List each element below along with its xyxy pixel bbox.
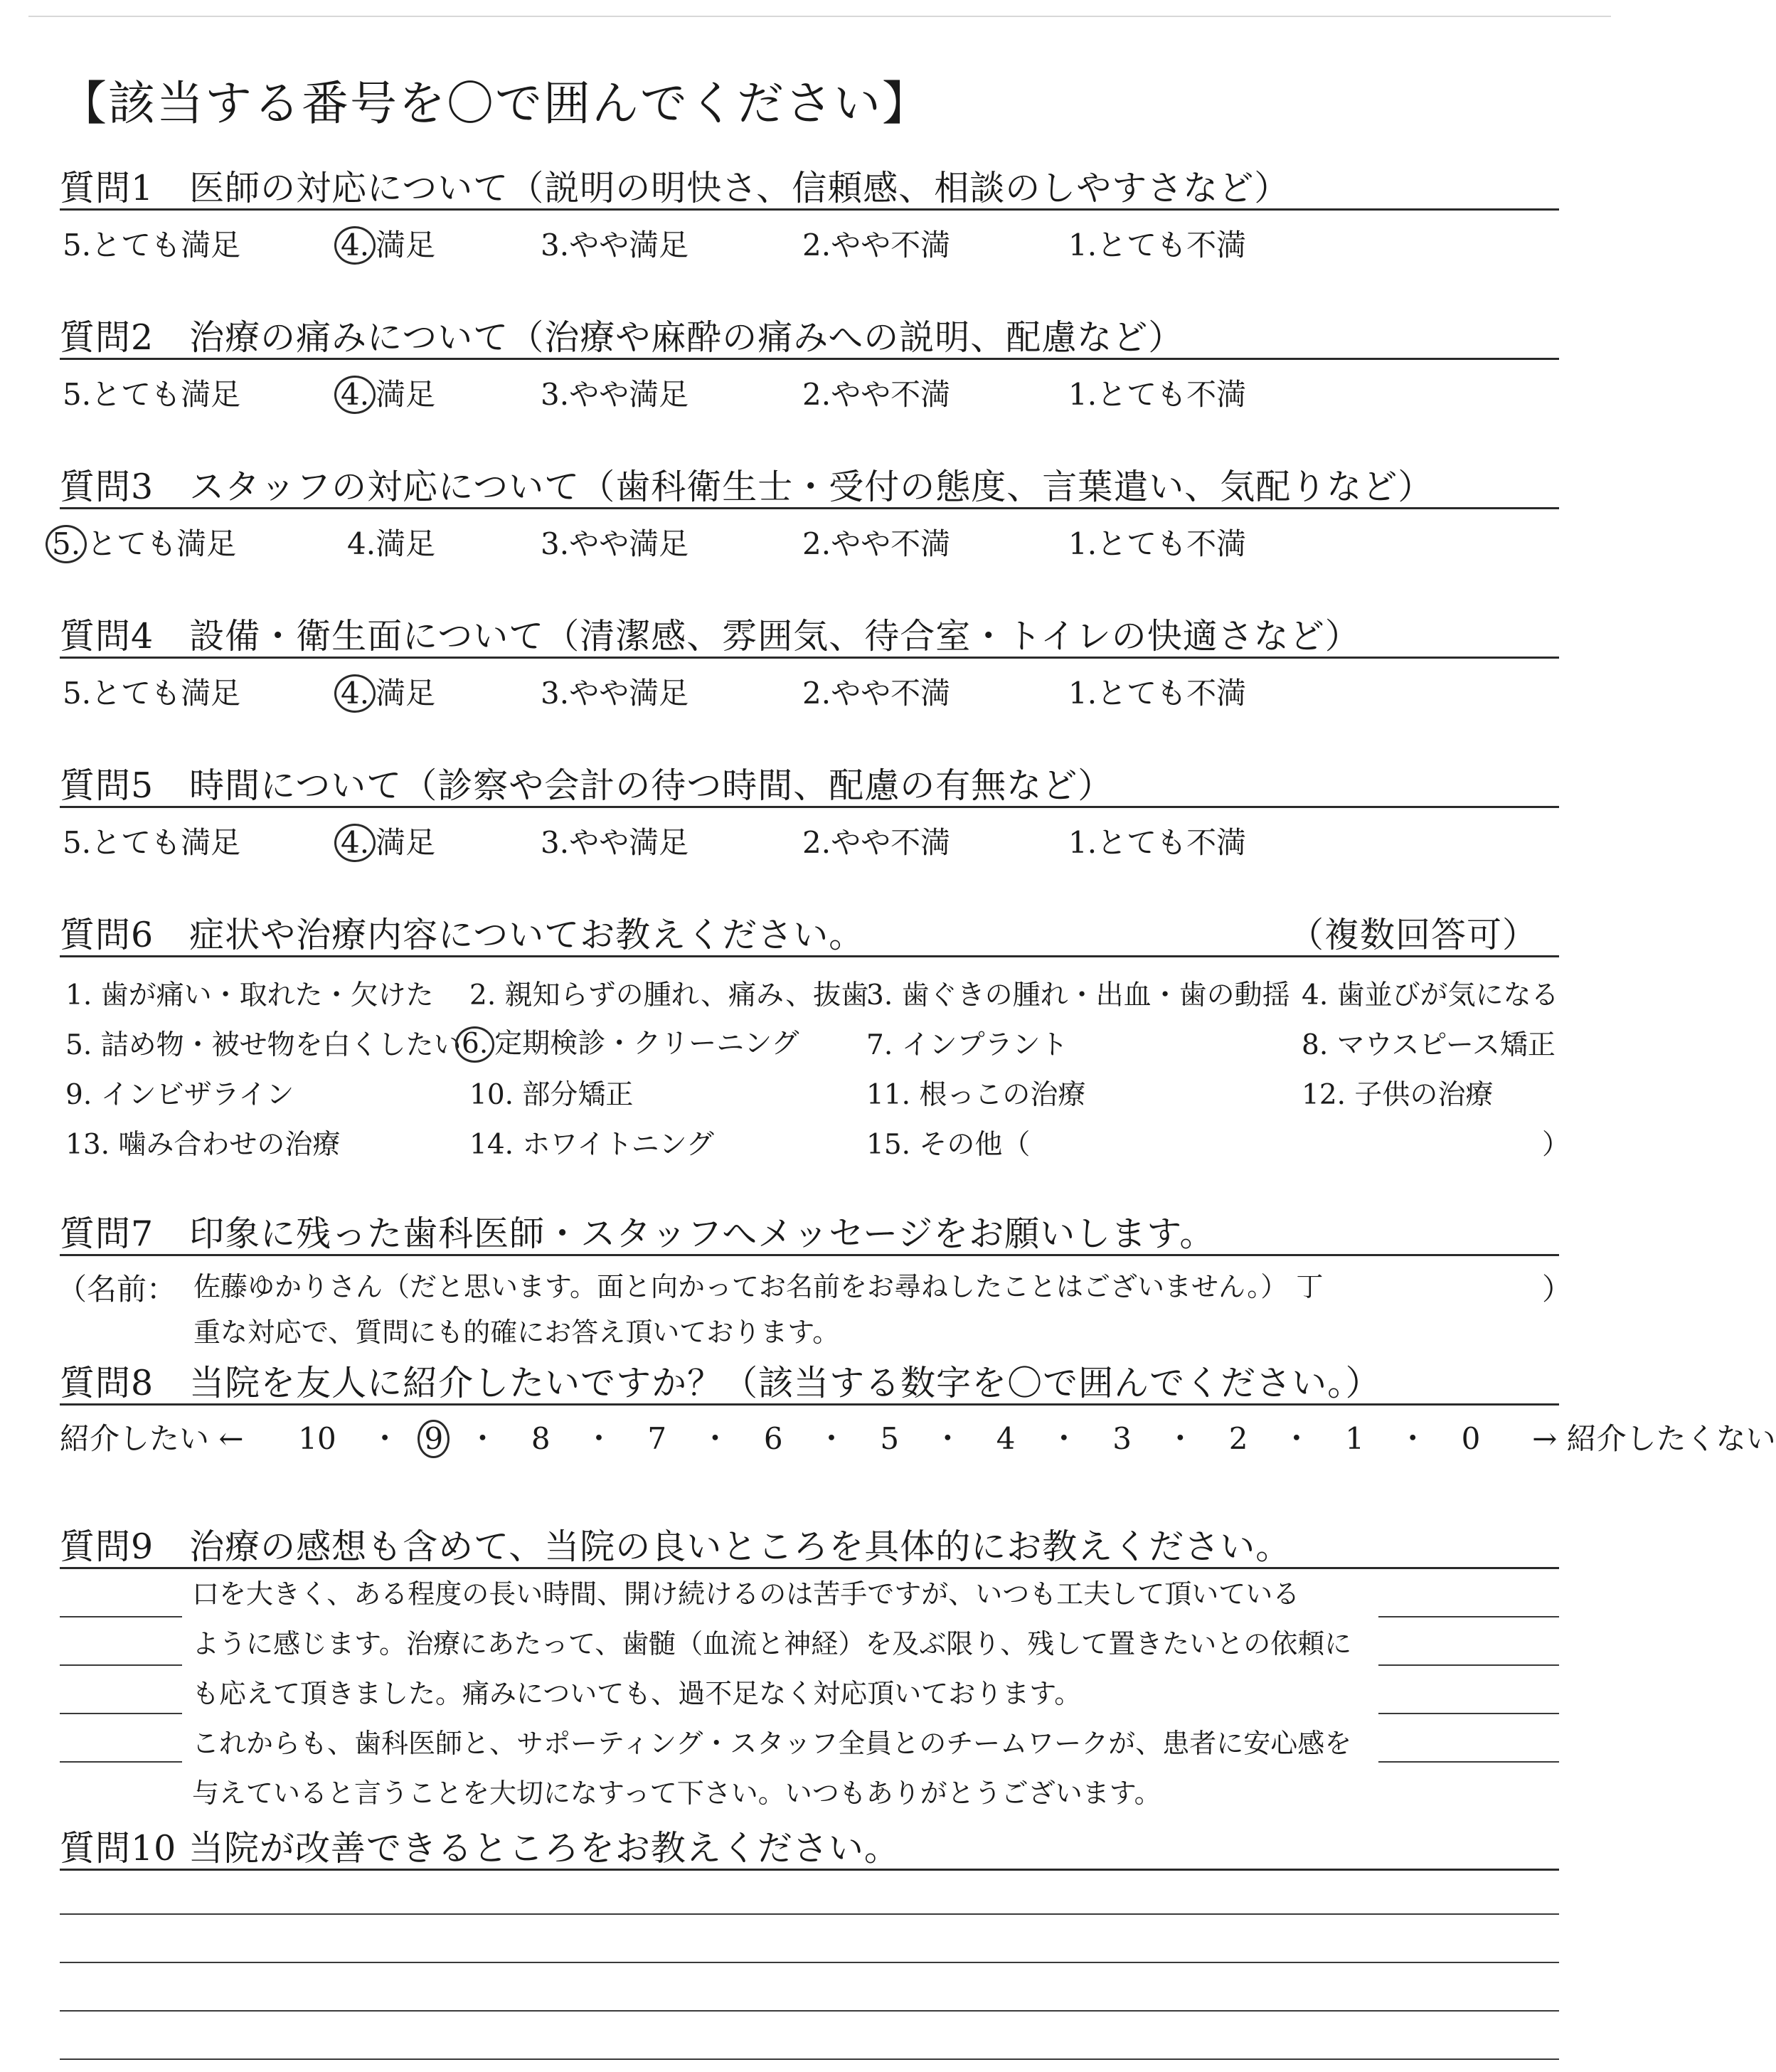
question-5-rule <box>60 806 1559 808</box>
scale-6[interactable]: 6 <box>763 1421 783 1456</box>
question-4-title: 質問4 設備・衛生面について（清潔感、雰囲気、待合室・トイレの快適さなど） <box>60 616 1361 657</box>
answer-line <box>60 2058 1559 2060</box>
answer-line-left <box>60 1664 182 1666</box>
answer-line-right <box>1378 1761 1559 1763</box>
question-6-rule <box>60 955 1559 957</box>
option-4-satisfied-circled[interactable]: 4. 満足 <box>334 670 435 713</box>
form-instruction-header: 【該当する番号を〇で囲んでください】 <box>60 76 930 131</box>
symptom-option-4[interactable]: 4. 歯並びが気になる <box>1302 979 1559 1011</box>
answer-line-right <box>1378 1664 1559 1666</box>
answer-line-right <box>1378 1713 1559 1714</box>
symptom-option-12[interactable]: 12. 子供の治療 <box>1302 1079 1494 1111</box>
good-points-answer-line-5: 与えていると言うことを大切になすって下さい。いつもありがとうございます。 <box>192 1778 1161 1809</box>
symptom-option-3[interactable]: 3. 歯ぐきの腫れ・出血・歯の動揺 <box>866 979 1290 1011</box>
question-8-rule <box>60 1403 1559 1406</box>
answer-line <box>60 1913 1559 1915</box>
good-points-answer-line-2: ように感じます。治療にあたって、歯髄（血流と神経）を及ぶ限り、残して置きたいとの依頼に <box>192 1628 1352 1659</box>
question-6-title: 質問6 症状や治療内容についてお教えください。 <box>60 915 865 955</box>
answer-line <box>60 1962 1559 1963</box>
circled-mark: 4. <box>334 226 376 265</box>
circled-mark: 4. <box>334 674 376 713</box>
question-9-title: 質問9 治療の感想も含めて、当院の良いところを具体的にお教えください。 <box>60 1526 1292 1567</box>
answer-line-left <box>60 1713 182 1714</box>
circled-mark: 4. <box>334 824 376 862</box>
option-2-somewhat-dissatisfied[interactable]: 2.やや不満 <box>802 676 951 711</box>
question-3-rule <box>60 507 1559 509</box>
circled-mark: 6. <box>455 1026 494 1063</box>
circled-mark: 4. <box>334 376 376 414</box>
scale-4[interactable]: 4 <box>996 1421 1016 1456</box>
option-1-very-dissatisfied[interactable]: 1.とても不満 <box>1068 526 1247 561</box>
option-2-somewhat-dissatisfied[interactable]: 2.やや不満 <box>802 825 951 860</box>
question-7-rule <box>60 1254 1559 1256</box>
option-5-very-satisfied[interactable]: 5.とても満足 <box>63 228 241 262</box>
option-2-somewhat-dissatisfied[interactable]: 2.やや不満 <box>802 377 951 412</box>
option-5-very-satisfied[interactable]: 5.とても満足 <box>63 377 241 412</box>
good-points-answer-line-3: も応えて頂きました。痛みについても、過不足なく対応頂いております。 <box>192 1678 1082 1709</box>
scale-2[interactable]: 2 <box>1228 1421 1248 1456</box>
option-4-satisfied-circled[interactable]: 4. 満足 <box>334 819 435 862</box>
scale-1[interactable]: 1 <box>1345 1421 1364 1456</box>
option-4-satisfied[interactable]: 4.満足 <box>347 526 436 561</box>
question-3-title: 質問3 スタッフの対応について（歯科衛生士・受付の態度、言葉遣い、気配りなど） <box>60 467 1434 507</box>
name-label: （名前： <box>57 1272 177 1307</box>
recommend-left-label: 紹介したい ← <box>60 1421 244 1456</box>
answer-line <box>60 2010 1559 2012</box>
symptom-option-1[interactable]: 1. 歯が痛い・取れた・欠けた <box>65 979 434 1011</box>
symptom-option-2[interactable]: 2. 親知らずの腫れ、痛み、抜歯 <box>469 979 869 1011</box>
scale-8[interactable]: 8 <box>531 1421 551 1456</box>
question-5-title: 質問5 時間について（診察や会計の待つ時間、配慮の有無など） <box>60 765 1114 806</box>
option-3-somewhat-satisfied[interactable]: 3.やや満足 <box>541 676 689 711</box>
option-3-somewhat-satisfied[interactable]: 3.やや満足 <box>541 526 689 561</box>
option-5-very-satisfied[interactable]: 5.とても満足 <box>63 825 241 860</box>
question-8-title: 質問8 当院を友人に紹介したいですか？（該当する数字を〇で囲んでください。） <box>60 1363 1381 1403</box>
scale-3[interactable]: 3 <box>1112 1421 1132 1456</box>
good-points-answer-line-4: これからも、歯科医師と、サポーティング・スタッフ全員とのチームワークが、患者に安心感を <box>192 1728 1352 1759</box>
scale-5[interactable]: 5 <box>880 1421 900 1456</box>
question-4-rule <box>60 657 1559 659</box>
option-5-very-satisfied[interactable]: 5.とても満足 <box>63 676 241 711</box>
page-top-border <box>28 16 1611 17</box>
multiple-answers-note: （複数回答可） <box>1289 915 1538 955</box>
option-1-very-dissatisfied[interactable]: 1.とても不満 <box>1068 377 1247 412</box>
other-close-paren: ） <box>1542 1129 1570 1161</box>
symptom-option-11[interactable]: 11. 根っこの治療 <box>866 1079 1086 1111</box>
name-close-paren: ） <box>1542 1272 1573 1307</box>
scale-10[interactable]: 10 <box>298 1421 336 1456</box>
good-points-answer-line-1: 口を大きく、ある程度の長い時間、開け続けるのは苦手ですが、いつも工夫して頂いている <box>192 1578 1300 1610</box>
message-answer-line-2: 重な対応で、質問にも的確にお答え頂いております。 <box>193 1317 840 1348</box>
symptom-option-10[interactable]: 10. 部分矯正 <box>469 1079 634 1111</box>
symptom-option-7[interactable]: 7. インプラント <box>866 1029 1068 1061</box>
question-1-rule <box>60 208 1559 211</box>
question-10-rule <box>60 1869 1559 1871</box>
question-2-rule <box>60 358 1559 360</box>
message-answer-line-1: 佐藤ゆかりさん（だと思います。面と向かってお名前をお尋ねしたことはございません。） 丁 <box>193 1271 1324 1302</box>
question-2-title: 質問2 治療の痛みについて（治療や麻酔の痛みへの説明、配慮など） <box>60 317 1184 358</box>
answer-line-left <box>60 1616 182 1617</box>
symptom-option-13[interactable]: 13. 噛み合わせの治療 <box>65 1129 341 1161</box>
symptom-option-9[interactable]: 9. インビザライン <box>65 1079 294 1111</box>
option-4-satisfied-circled[interactable]: 4. 満足 <box>334 371 435 414</box>
question-9-rule <box>60 1567 1559 1569</box>
scale-0[interactable]: 0 <box>1461 1421 1481 1456</box>
circled-mark: 5. <box>46 525 87 563</box>
answer-line-left <box>60 1761 182 1763</box>
option-1-very-dissatisfied[interactable]: 1.とても不満 <box>1068 228 1247 262</box>
option-3-somewhat-satisfied[interactable]: 3.やや満足 <box>541 825 689 860</box>
option-1-very-dissatisfied[interactable]: 1.とても不満 <box>1068 825 1247 860</box>
option-3-somewhat-satisfied[interactable]: 3.やや満足 <box>541 228 689 262</box>
symptom-option-15-other[interactable]: 15. その他（ <box>866 1129 1031 1161</box>
recommend-scale-row: 紹介したい ← 10 ・ 9 ・ 8 ・ 7 ・ 6 ・ 5 ・ 4 ・ 3 ・ 2 ・ 1 ・ 0 → 紹介したくない <box>60 1415 1776 1458</box>
option-5-very-satisfied-circled[interactable]: 5. とても満足 <box>46 521 236 563</box>
option-2-somewhat-dissatisfied[interactable]: 2.やや不満 <box>802 526 951 561</box>
question-1-title: 質問1 医師の対応について（説明の明快さ、信頼感、相談のしやすさなど） <box>60 168 1290 208</box>
answer-line-right <box>1378 1616 1559 1617</box>
symptom-option-5[interactable]: 5. 詰め物・被せ物を白くしたい <box>65 1029 462 1061</box>
question-7-title: 質問7 印象に残った歯科医師・スタッフへメッセージをお願いします。 <box>60 1213 1216 1254</box>
symptom-option-14[interactable]: 14. ホワイトニング <box>469 1129 714 1161</box>
option-2-somewhat-dissatisfied[interactable]: 2.やや不満 <box>802 228 951 262</box>
scale-9-circled[interactable]: 9 <box>418 1420 450 1458</box>
recommend-right-label: → 紹介したくない <box>1532 1421 1776 1456</box>
option-1-very-dissatisfied[interactable]: 1.とても不満 <box>1068 676 1247 711</box>
question-10-title: 質問10 当院が改善できるところをお教えください。 <box>60 1828 900 1869</box>
scale-7[interactable]: 7 <box>647 1421 667 1456</box>
option-4-satisfied-circled[interactable]: 4. 満足 <box>334 222 435 265</box>
symptom-option-8[interactable]: 8. マウスピース矯正 <box>1302 1029 1556 1061</box>
symptom-option-6-circled[interactable]: 6. 定期検診・クリーニング <box>455 1021 799 1063</box>
option-3-somewhat-satisfied[interactable]: 3.やや満足 <box>541 377 689 412</box>
